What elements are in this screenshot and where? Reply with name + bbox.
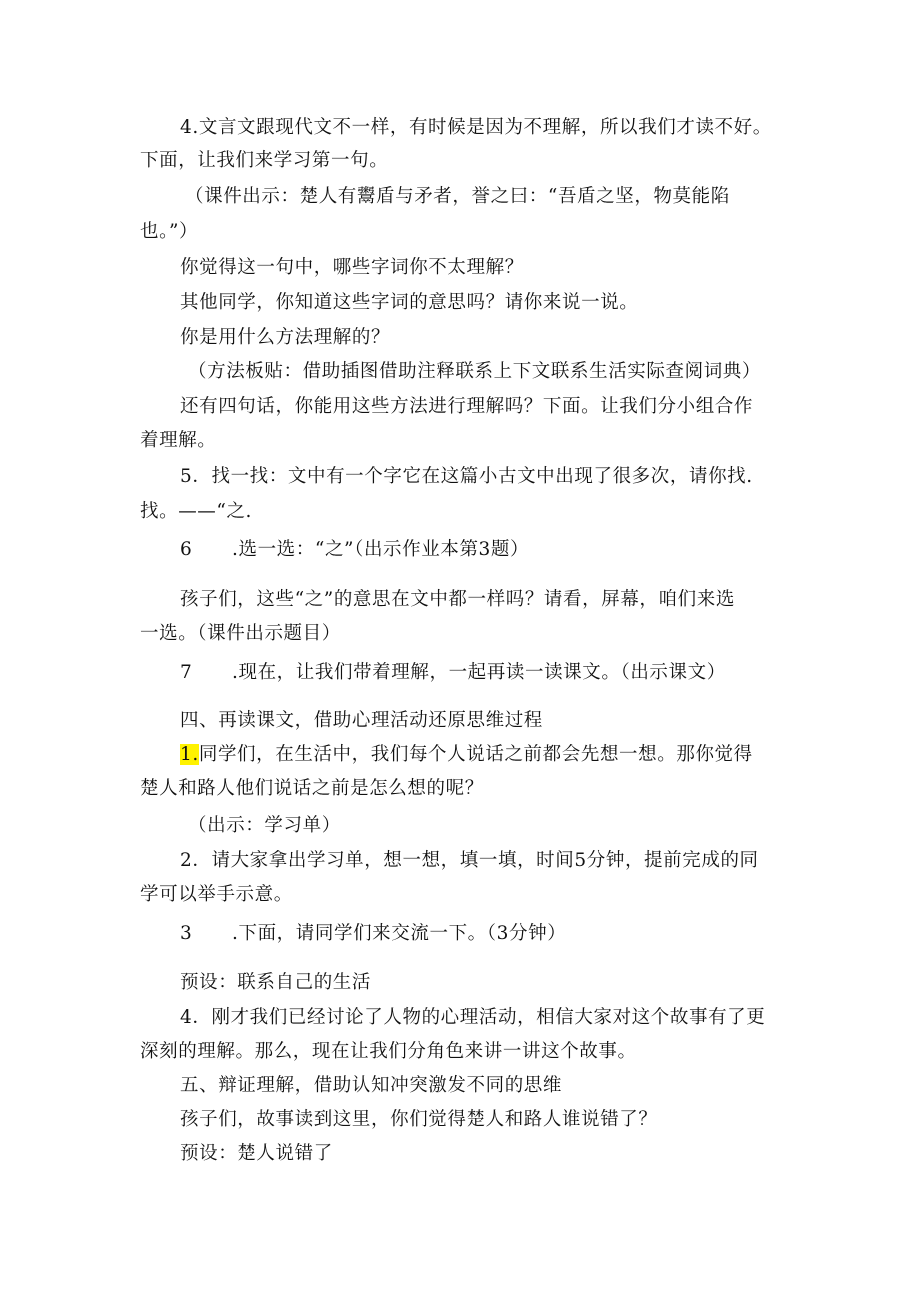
para-5-line-2: 找。——“之. <box>140 501 253 522</box>
section4-item-1-line-2: 楚人和路人他们说话之前是怎么想的呢？ <box>140 778 484 799</box>
question-line: 孩子们，故事读到这里，你们觉得楚人和路人谁说错了？ <box>180 1109 658 1130</box>
para-6-line <box>180 537 529 563</box>
item-text: .现在，让我们带着理解，一起再读一读课文。（出示课文） <box>232 662 726 683</box>
section-heading-5: 五、辩证理解，借助认知冲突激发不同的思维 <box>180 1075 563 1096</box>
item-text: 同学们，在生活中，我们每个人说话之前都会先想一想。那你觉得 <box>198 744 753 765</box>
section4-item-4-line-2: 深刻的理解。那么，现在让我们分角色来讲一讲这个故事。 <box>140 1041 637 1062</box>
section4-item-1-line-1 <box>180 742 753 768</box>
courseware-line-1: （课件出示：楚人有鬻盾与矛者，誉之曰：“吾盾之坚，物莫能陷 <box>185 186 730 207</box>
question-line: 你是用什么方法理解的？ <box>180 327 391 348</box>
section4-item-2-line-1: 2．请大家拿出学习单，想一想，填一填，时间5分钟，提前完成的同 <box>180 850 759 871</box>
section4-item-2-line-2: 学可以举手示意。 <box>140 884 293 905</box>
zhi-line-1: 孩子们，这些“之”的意思在文中都一样吗？请看，屏幕，咱们来选 <box>180 589 735 610</box>
section4-item-4-line-1: 4．刚才我们已经讨论了人物的心理活动，相信大家对这个故事有了更 <box>180 1007 766 1028</box>
instruction-line-1: 还有四句话，你能用这些方法进行理解吗？下面。让我们分小组合作 <box>180 396 754 417</box>
section-heading-4: 四、再读课文，借助心理活动还原思维过程 <box>180 710 543 731</box>
item-number: 6 <box>180 539 193 560</box>
instruction-line-2: 着理解。 <box>140 430 217 451</box>
preset-line: 预设：楚人说错了 <box>180 1143 333 1164</box>
para-4-line-1: 4.文言文跟现代文不一样，有时候是因为不理解，所以我们才读不好。 <box>180 117 772 138</box>
highlighted-number: 1. <box>180 744 199 765</box>
para-5-line-1: 5．找一找：文中有一个字它在这篇小古文中出现了很多次，请你找. <box>180 466 753 487</box>
method-board-line: （方法板贴：借助插图借助注释联系上下文联系生活实际查阅词典） <box>188 361 762 382</box>
show-worksheet-line: （出示：学习单） <box>188 815 341 836</box>
para-4-line-2: 下面，让我们来学习第一句。 <box>140 150 389 171</box>
section4-item-3-line <box>180 921 566 947</box>
item-text: .选一选：“之”（出示作业本第3题） <box>232 539 530 560</box>
item-text: .下面，请同学们来交流一下。（3分钟） <box>232 923 567 944</box>
courseware-line-2: 也。”） <box>140 221 199 242</box>
para-7-line <box>180 660 726 686</box>
preset-line: 预设：联系自己的生活 <box>180 972 372 993</box>
question-line: 你觉得这一句中，哪些字词你不太理解？ <box>180 257 524 278</box>
question-line: 其他同学，你知道这些字词的意思吗？请你来说一说。 <box>180 292 639 313</box>
item-number: 3 <box>180 923 193 944</box>
zhi-line-2: 一选。（课件出示题目） <box>140 623 341 644</box>
item-number: 7 <box>180 662 193 683</box>
